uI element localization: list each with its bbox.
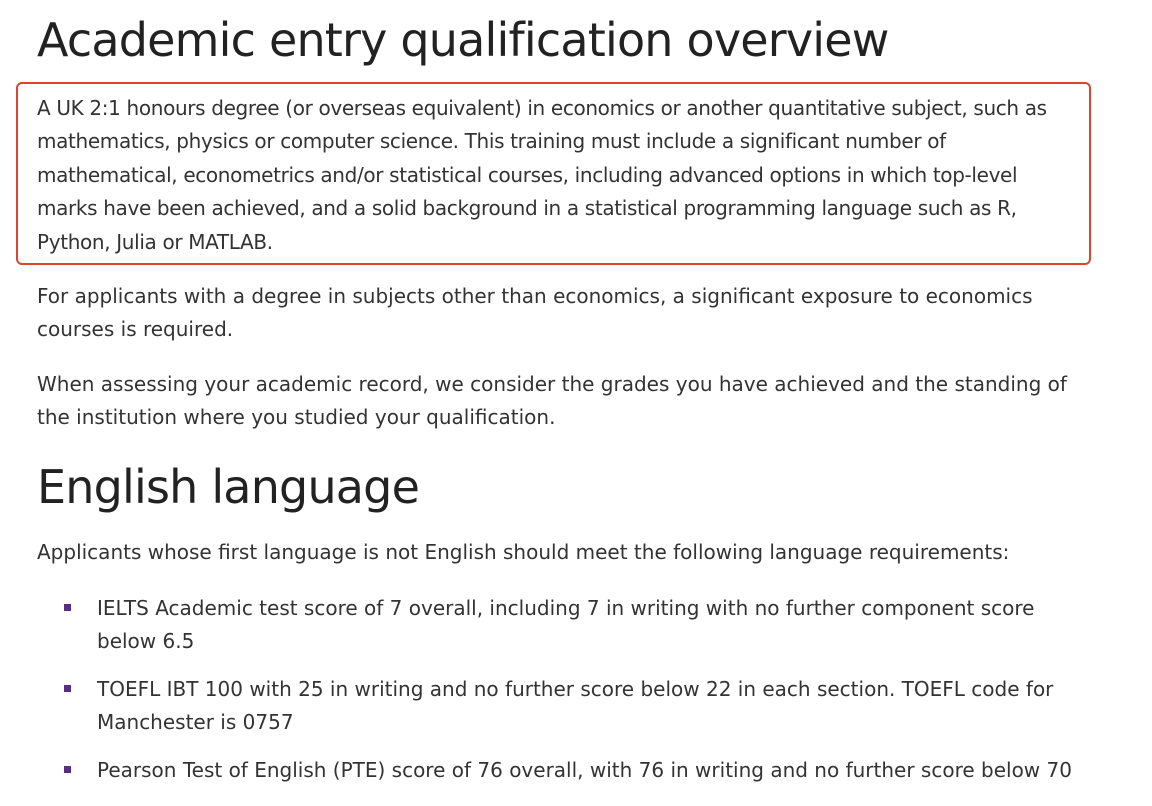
pte-requirement: Pearson Test of English (PTE) score of 76 overall, with 76 in writing and no further score below 70 bbox=[97, 757, 1072, 782]
square-bullet-icon bbox=[64, 604, 71, 611]
quantitative-requirement-paragraph: A UK 2:1 honours degree (or overseas equivalent) in economics or another quantitative subject, such as mathematics, physics or computer science. This training must include a significant number of mathematical, econometrics and/or statistical courses, including advanced options in which top-level marks have been achieved, and a solid background in a statistical programming language such as R, Python, Julia or MATLAB. bbox=[37, 96, 1047, 254]
square-bullet-icon bbox=[64, 766, 71, 773]
other-subjects-paragraph: For applicants with a degree in subjects other than economics, a significant exposure to economics courses is required. bbox=[37, 284, 1033, 342]
english-language-heading: English language bbox=[37, 460, 420, 514]
list-item bbox=[0, 754, 1077, 787]
language-requirements-list bbox=[0, 592, 1152, 801]
english-intro-paragraph: Applicants whose first language is not English should meet the following language requirements: bbox=[37, 540, 1010, 564]
assessment-paragraph: When assessing your academic record, we consider the grades you have achieved and the standing of the institution where you studied your qualification. bbox=[37, 372, 1067, 430]
square-bullet-icon bbox=[64, 685, 71, 692]
list-item bbox=[0, 592, 1077, 659]
toefl-requirement: TOEFL IBT 100 with 25 in writing and no further score below 22 in each section. TOEFL code for Manchester is 0757 bbox=[97, 676, 1054, 735]
list-item bbox=[0, 673, 1077, 740]
academic-entry-heading: Academic entry qualification overview bbox=[37, 13, 889, 67]
ielts-requirement: IELTS Academic test score of 7 overall, including 7 in writing with no further component score below 6.5 bbox=[97, 596, 1035, 654]
